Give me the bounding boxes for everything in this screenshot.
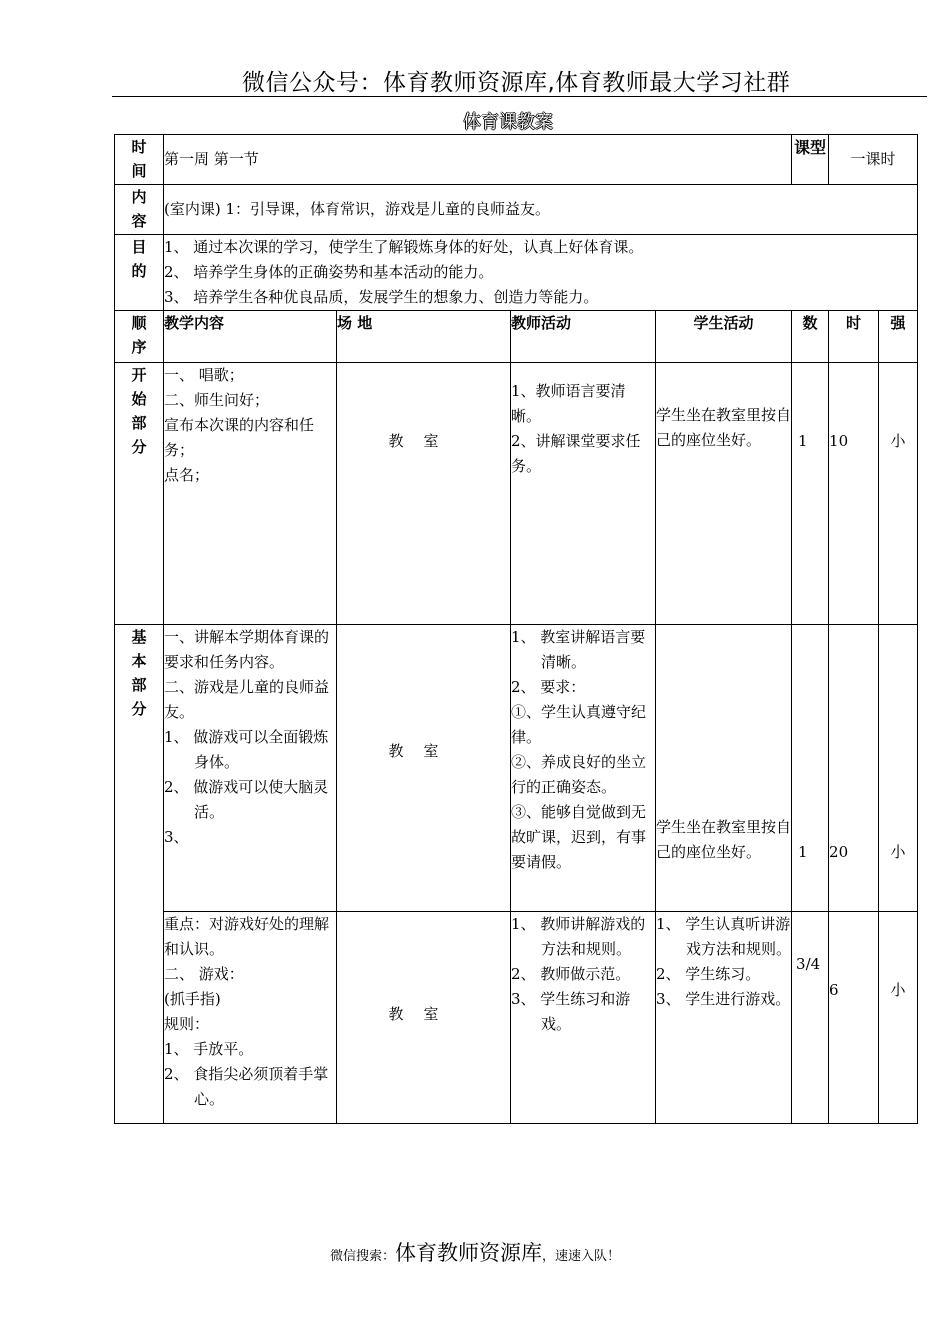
venue-header: 场 地: [337, 311, 511, 363]
intensity-header: 强: [879, 311, 918, 363]
teacher-line: ①、学生认真遵守纪律。: [511, 703, 647, 746]
footer-suffix: ，速速入队！: [542, 1249, 621, 1264]
student-line: 3、 学生进行游戏。: [656, 990, 791, 1008]
content-line: 一、 唱歌；: [164, 366, 244, 384]
basic-venue-2: 教室: [337, 912, 511, 1124]
type-value: 一课时: [829, 135, 918, 185]
teacher-line: 1、 教师讲解游戏的方法和规则。: [511, 915, 646, 958]
basic-count-2: 3/4: [792, 912, 829, 1124]
goal-list: [164, 235, 918, 311]
document-title: 体育课教案: [463, 112, 553, 133]
goal-item: 1、 通过本次课的学习，使学生了解锻炼身体的好处，认真上好体育课。: [164, 238, 644, 256]
footer-name: 体育教师资源库: [395, 1241, 542, 1265]
content-line: 二、游戏是儿童的良师益友。: [164, 678, 330, 721]
start-count: 1: [792, 363, 829, 625]
count-header: 数: [792, 311, 829, 363]
start-time: 10: [829, 363, 879, 625]
student-header: 学生活动: [656, 311, 792, 363]
basic-teacher-1: [511, 625, 656, 912]
header-title: 微信公众号：体育教师资源库,体育教师最大学习社群: [242, 70, 791, 96]
type-label: 课型: [792, 135, 829, 185]
start-section-label: 开始部分: [115, 363, 164, 625]
teacher-line: 1、教师语言要清晰。: [511, 382, 626, 425]
content-line: 一、讲解本学期体育课的要求和任务内容。: [164, 628, 330, 671]
content-line: 规则：: [164, 1015, 210, 1033]
content-row: [115, 185, 918, 235]
start-teacher: [511, 363, 656, 625]
start-intensity: 小: [879, 363, 918, 625]
start-student: 学生坐在教室里按自己的座位坐好。: [656, 363, 792, 625]
order-header: 顺序: [115, 311, 164, 363]
basic-count-1: 1: [792, 625, 829, 912]
goal-label: 目的: [115, 235, 164, 311]
student-line: 2、 学生练习。: [656, 965, 761, 983]
teacher-line: 3、 学生练习和游戏。: [511, 990, 631, 1033]
start-content: [164, 363, 337, 625]
content-line: 1、 做游戏可以全面锻炼身体。: [164, 728, 329, 771]
time-value: 第一周 第一节: [164, 135, 792, 185]
time-label: 时间: [115, 135, 164, 185]
basic-content-1: [164, 625, 337, 912]
basic-teacher-2: [511, 912, 656, 1124]
basic-time-2: 6: [829, 912, 879, 1124]
teacher-line: ②、养成良好的坐立行的正确姿态。: [511, 753, 647, 796]
teacher-line: 1、 教室讲解语言要清晰。: [511, 628, 646, 671]
basic-section-label: 基本部分: [115, 625, 164, 1124]
start-section-row: [115, 363, 918, 625]
footer-prefix: 微信搜索：: [329, 1249, 395, 1264]
content-value: (室内课) 1：引导课，体育常识，游戏是儿童的良师益友。: [164, 185, 918, 235]
column-header-row: [115, 311, 918, 363]
content-line: 二、师生问好；: [164, 391, 270, 409]
content-line: 3、: [164, 828, 189, 846]
goal-item: 3、 培养学生各种优良品质，发展学生的想象力、创造力等能力。: [164, 288, 599, 306]
teacher-line: 2、讲解课堂要求任务。: [511, 432, 641, 475]
basic-intensity-2: 小: [879, 912, 918, 1124]
goal-row: [115, 235, 918, 311]
teacher-line: 2、 教师做示范。: [511, 965, 631, 983]
content-header: 教学内容: [164, 311, 337, 363]
content-line: 点名；: [164, 466, 210, 484]
content-line: 2、 食指尖必须顶着手掌心。: [164, 1065, 329, 1108]
teacher-line: ③、能够自觉做到无故旷课，迟到，有事要请假。: [511, 803, 647, 871]
basic-student-1: 学生坐在教室里按自己的座位坐好。: [656, 625, 792, 912]
content-label: 内容: [115, 185, 164, 235]
time-header: 时: [829, 311, 879, 363]
header-rule: [112, 96, 927, 97]
teacher-header: 教师活动: [511, 311, 656, 363]
basic-time-1: 20: [829, 625, 879, 912]
basic-content-2: [164, 912, 337, 1124]
goal-item: 2、 培养学生身体的正确姿势和基本活动的能力。: [164, 263, 494, 281]
start-venue: 教室: [337, 363, 511, 625]
basic-venue-1: 教室: [337, 625, 511, 912]
content-line: 2、 做游戏可以使大脑灵活。: [164, 778, 329, 821]
teacher-line: 2、 要求：: [511, 678, 586, 696]
content-line: 二、 游戏：: [164, 965, 244, 983]
basic-row-1: [115, 625, 918, 912]
content-line: (抓手指): [164, 990, 221, 1008]
basic-row-2: [115, 912, 918, 1124]
content-line: 宣布本次课的内容和任务；: [164, 416, 315, 459]
content-line: 重点：对游戏好处的理解和认识。: [164, 915, 330, 958]
student-line: 1、 学生认真听讲游戏方法和规则。: [656, 915, 792, 958]
time-row: [115, 135, 918, 185]
basic-student-2: [656, 912, 792, 1124]
content-line: 1、 手放平。: [164, 1040, 254, 1058]
footer: [0, 1237, 950, 1267]
lesson-plan-table: [114, 134, 918, 1124]
basic-intensity-1: 小: [879, 625, 918, 912]
